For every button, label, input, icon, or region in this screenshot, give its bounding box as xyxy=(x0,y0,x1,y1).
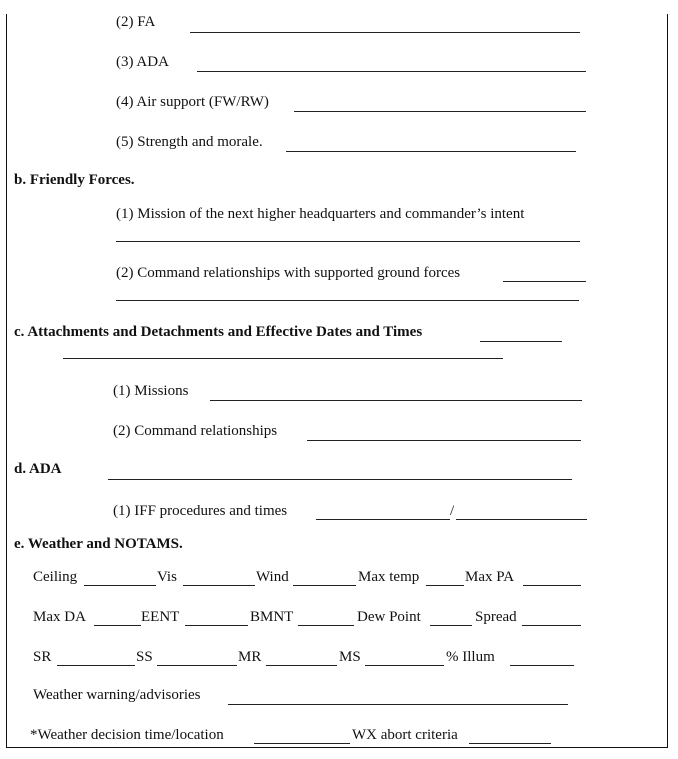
ms-label: MS xyxy=(339,649,361,665)
sr-field[interactable] xyxy=(57,665,135,666)
iff-times-field[interactable] xyxy=(456,519,587,520)
strength-field[interactable] xyxy=(286,151,576,152)
illum-label: % Illum xyxy=(446,649,495,665)
ada-sub-label: (3) ADA xyxy=(116,54,169,70)
spread-label: Spread xyxy=(475,609,517,625)
weather-warning-field[interactable] xyxy=(228,704,568,705)
command-rel-ground-field-2[interactable] xyxy=(116,300,579,301)
max-da-field[interactable] xyxy=(94,625,141,626)
dew-point-label: Dew Point xyxy=(357,609,421,625)
ada-field[interactable] xyxy=(108,479,572,480)
max-temp-field[interactable] xyxy=(426,585,464,586)
fa-label: (2) FA xyxy=(116,14,156,30)
iff-procedures-field[interactable] xyxy=(316,519,450,520)
wind-field[interactable] xyxy=(293,585,356,586)
command-rel-label: (2) Command relationships xyxy=(113,423,278,439)
strength-label: (5) Strength and morale. xyxy=(116,134,263,150)
missions-label: (1) Missions xyxy=(113,383,189,399)
mission-higher-label: (1) Mission of the next higher headquarters and commander’s intent xyxy=(116,206,525,222)
ms-field[interactable] xyxy=(365,665,444,666)
fa-field[interactable] xyxy=(190,32,580,33)
attachments-field-1[interactable] xyxy=(480,341,562,342)
weather-heading: e. Weather and NOTAMS. xyxy=(14,536,183,552)
air-support-label: (4) Air support (FW/RW) xyxy=(116,94,269,110)
eent-field[interactable] xyxy=(185,625,248,626)
wx-abort-field[interactable] xyxy=(469,743,551,744)
iff-slash: / xyxy=(450,503,455,519)
attachments-field-2[interactable] xyxy=(63,358,503,359)
weather-warning-label: Weather warning/advisories xyxy=(33,687,201,703)
wx-abort-label: WX abort criteria xyxy=(352,727,458,743)
ss-label: SS xyxy=(136,649,153,665)
spread-field[interactable] xyxy=(522,625,581,626)
vis-field[interactable] xyxy=(183,585,255,586)
form-border xyxy=(6,14,668,748)
air-support-field[interactable] xyxy=(294,111,586,112)
missions-field[interactable] xyxy=(210,400,582,401)
ss-field[interactable] xyxy=(157,665,237,666)
illum-field[interactable] xyxy=(510,665,574,666)
mission-higher-field[interactable] xyxy=(116,241,580,242)
max-da-label: Max DA xyxy=(33,609,86,625)
max-pa-label: Max PA xyxy=(465,569,515,585)
attachments-heading: c. Attachments and Detachments and Effective Dates and Times xyxy=(14,324,423,340)
bmnt-label: BMNT xyxy=(250,609,294,625)
wind-label: Wind xyxy=(256,569,289,585)
mr-label: MR xyxy=(238,649,262,665)
ceiling-field[interactable] xyxy=(84,585,156,586)
ceiling-label: Ceiling xyxy=(33,569,78,585)
mr-field[interactable] xyxy=(266,665,337,666)
ada-sub-field[interactable] xyxy=(197,71,586,72)
weather-decision-label: *Weather decision time/location xyxy=(30,727,224,743)
ada-heading: d. ADA xyxy=(14,461,62,477)
sr-label: SR xyxy=(33,649,52,665)
max-pa-field[interactable] xyxy=(523,585,581,586)
weather-decision-field[interactable] xyxy=(254,743,350,744)
command-rel-ground-field-1[interactable] xyxy=(503,281,586,282)
vis-label: Vis xyxy=(157,569,177,585)
friendly-forces-heading: b. Friendly Forces. xyxy=(14,172,135,188)
eent-label: EENT xyxy=(141,609,180,625)
command-rel-field[interactable] xyxy=(307,440,581,441)
max-temp-label: Max temp xyxy=(358,569,420,585)
iff-label: (1) IFF procedures and times xyxy=(113,503,288,519)
dew-point-field[interactable] xyxy=(430,625,472,626)
command-rel-ground-label: (2) Command relationships with supported ground forces xyxy=(116,265,461,281)
bmnt-field[interactable] xyxy=(298,625,354,626)
